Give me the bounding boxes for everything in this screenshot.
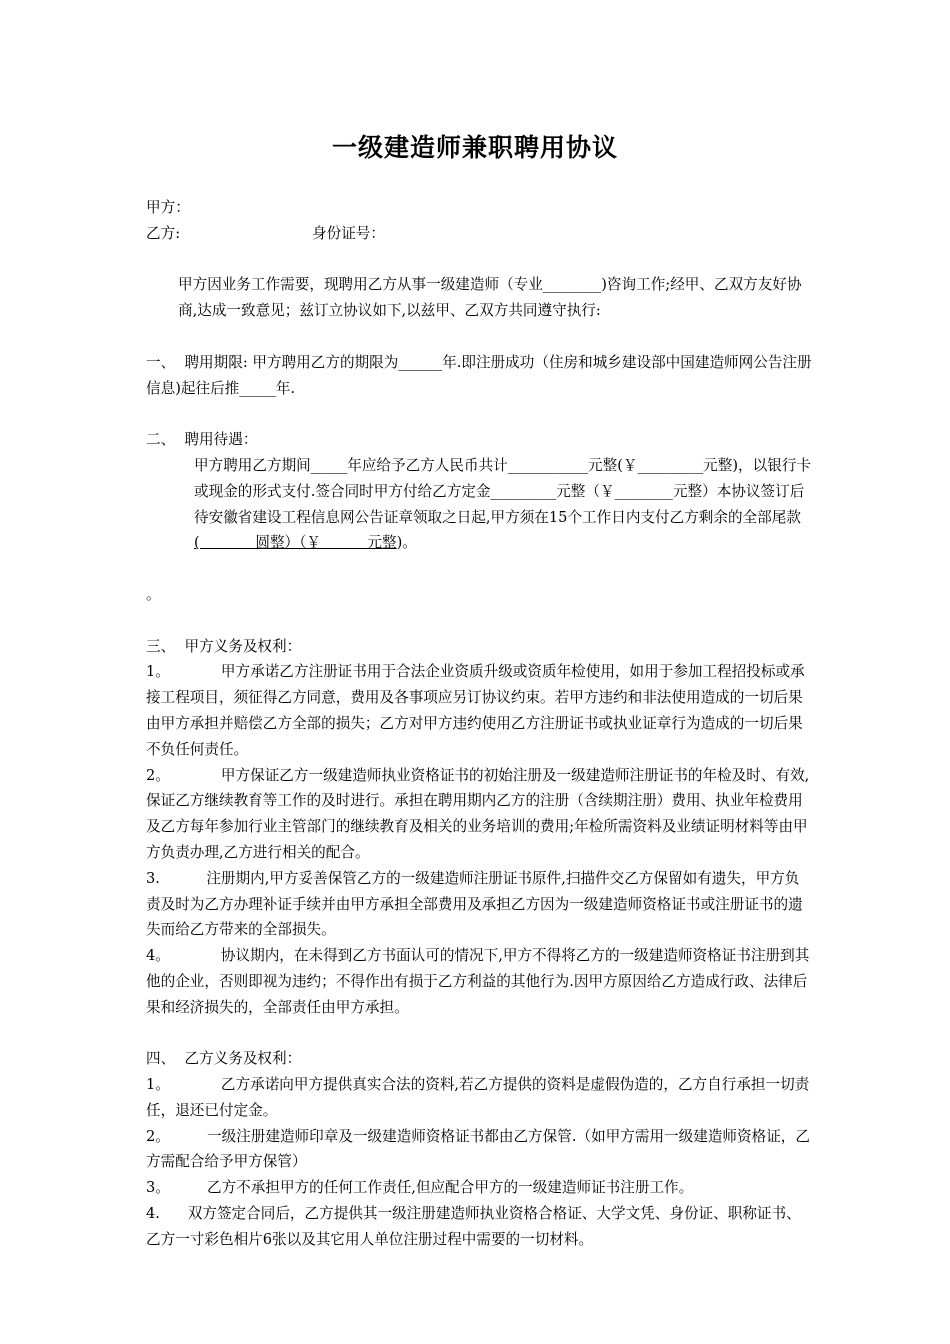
section-3-item: 1。 甲方承诺乙方注册证书用于合法企业资质升级或资质年检使用，如用于参加工程招投标或承接工程项目，须征得乙方同意，费用及各事项应另订协议约束。若甲方违约和非法使用造成的一切后果由甲方承担并赔偿乙方全部的损失；乙方对甲方违约使用乙方注册证书或执业证章行为造成的一切后果不负任何责任。	[146, 663, 805, 758]
section-2-final-amount: ( 圆整）（￥ 元整	[194, 534, 397, 552]
section-4-item: 3。 乙方不承担甲方的任何工作责任,但应配合甲方的一级建造师证书注册工作。	[146, 1179, 694, 1197]
section-2-heading: 二、 聘用待遇：	[146, 431, 258, 449]
section-3-item: 4。 协议期内，在未得到乙方书面认可的情况下,甲方不得将乙方的一级建造师资格证书注册到其他的企业，否则即视为违约；不得作出有损于乙方利益的其他行为.因甲方原因给乙方造成行政、法律后果和经济损失的，全部责任由甲方承担。	[146, 947, 810, 1016]
lone-period: 。	[146, 585, 161, 603]
section-1-term: 一、 聘用期限: 甲方聘用乙方的期限为______年.即注册成功（住房和城乡建设部中国建造师网公告注册信息)起往后推_____年.	[146, 353, 812, 397]
party-b-label: 乙方:	[146, 224, 181, 242]
document-title: 一级建造师兼职聘用协议	[331, 133, 618, 162]
intro-paragraph: 甲方因业务工作需要，现聘用乙方从事一级建造师（专业________)咨询工作;经甲、乙双方友好协商,达成一致意见；兹订立协议如下,以兹甲、乙双方共同遵守执行:	[178, 276, 802, 320]
section-4-item: 2。 一级注册建造师印章及一级建造师资格证书都由乙方保管.（如甲方需用一级建造师资格证，乙方需配合给予甲方保管）	[146, 1127, 810, 1171]
section-3-heading: 三、 甲方义务及权利：	[146, 637, 302, 655]
party-a-line: 甲方：	[146, 199, 190, 216]
document-body	[146, 195, 812, 1253]
section-4-heading: 四、 乙方义务及权利：	[146, 1050, 302, 1068]
section-3-item: 2。 甲方保证乙方一级建造师执业资格证书的初始注册及一级建造师注册证书的年检及时、有效,保证乙方继续教育等工作的及时进行。承担在聘用期内乙方的注册（含续期注册）费用、执业年检费用及乙方每年参加行业主管部门的继续教育及相关的业务培训的费用;年检所需资料及业绩证明材料等由甲方负责办理,乙方进行相关的配合。	[146, 766, 810, 861]
id-number-label: 身份证号：	[312, 224, 385, 242]
section-4-item: 1。 乙方承诺向甲方提供真实合法的资料,若乙方提供的资料是虚假伪造的，乙方自行承担一切责任，退还已付定金。	[146, 1076, 810, 1119]
section-2-body	[146, 453, 812, 556]
section-4-item: 4. 双方签定合同后，乙方提供其一级注册建造师执业资格合格证、大学文凭、身份证、职称证书、乙方一寸彩色相片6张以及其它用人单位注册过程中需要的一切材料。	[146, 1205, 801, 1248]
section-2-end: )。	[396, 534, 417, 552]
party-b-line	[146, 221, 812, 247]
section-3-item: 3. 注册期内,甲方妥善保管乙方的一级建造师注册证书原件,扫描件交乙方保留如有遗失，甲方负责及时为乙方办理补证手续并由甲方承担全部费用及承担乙方因为一级建造师资格证书或注册证书的遗失而给乙方带来的全部损失。	[146, 869, 803, 939]
section-2-text: 甲方聘用乙方期间_____年应给予乙方人民币共计___________元整(￥_________元整)，以银行卡或现金的形式支付.签合同时甲方付给乙方定金_________元整（￥________元整）本协议签订后待安徽省建设工程信息网公告证章领取之日起,甲方须在15个工作日内支付乙方剩余的全部尾款	[194, 456, 812, 526]
